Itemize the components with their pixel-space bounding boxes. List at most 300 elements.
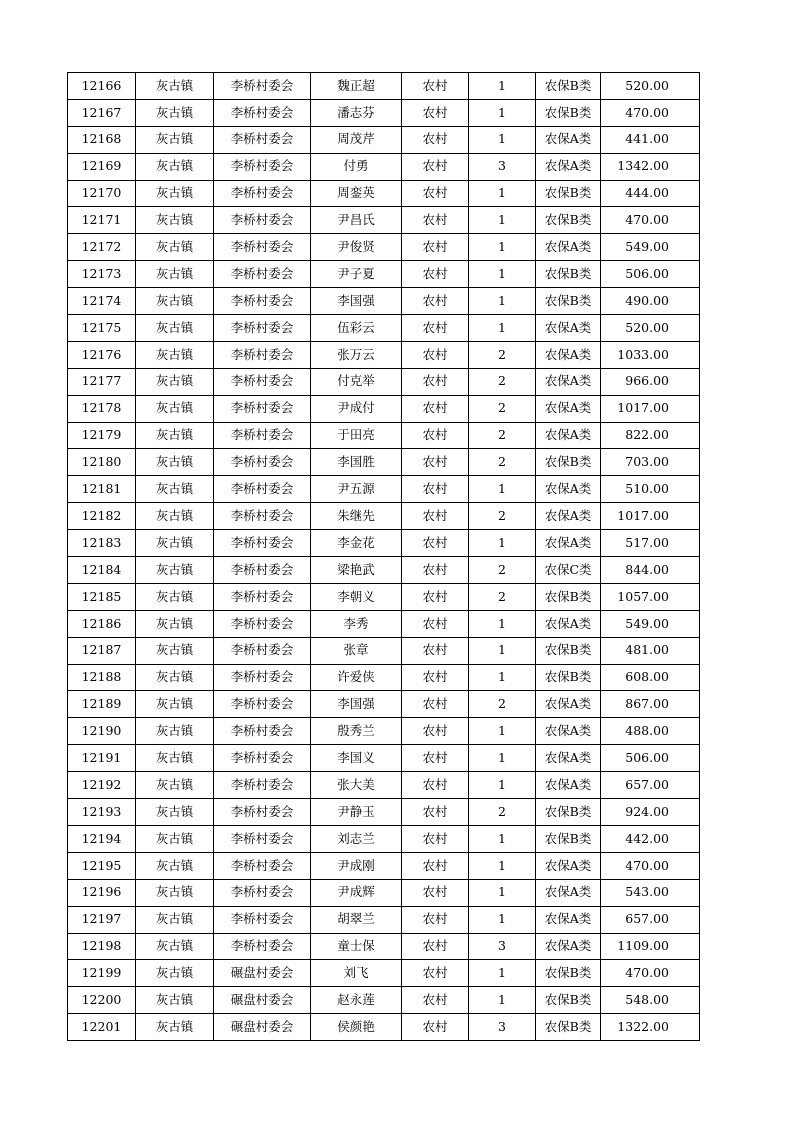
area-type-cell: 农村 (402, 126, 469, 153)
serial-cell: 12198 (68, 933, 136, 960)
table-row (68, 368, 700, 395)
table-row (68, 126, 700, 153)
amount-cell: 506.00 (601, 745, 700, 772)
town-cell: 灰古镇 (136, 449, 214, 476)
serial-cell: 12183 (68, 530, 136, 557)
town-cell: 灰古镇 (136, 557, 214, 584)
table-row (68, 99, 700, 126)
count-cell: 1 (469, 530, 536, 557)
amount-cell: 470.00 (601, 99, 700, 126)
committee-cell: 李桥村委会 (214, 664, 311, 691)
table-row (68, 960, 700, 987)
town-cell: 灰古镇 (136, 341, 214, 368)
category-cell: 农保B类 (536, 987, 601, 1014)
committee-cell: 李桥村委会 (214, 449, 311, 476)
serial-cell: 12175 (68, 315, 136, 342)
serial-cell: 12169 (68, 153, 136, 180)
serial-cell: 12200 (68, 987, 136, 1014)
committee-cell: 李桥村委会 (214, 234, 311, 261)
amount-cell: 1017.00 (601, 503, 700, 530)
committee-cell: 李桥村委会 (214, 583, 311, 610)
area-type-cell: 农村 (402, 610, 469, 637)
count-cell: 3 (469, 1014, 536, 1041)
count-cell: 2 (469, 341, 536, 368)
amount-cell: 657.00 (601, 772, 700, 799)
committee-cell: 李桥村委会 (214, 503, 311, 530)
name-cell: 李国胜 (311, 449, 402, 476)
category-cell: 农保A类 (536, 315, 601, 342)
category-cell: 农保B类 (536, 73, 601, 100)
count-cell: 2 (469, 799, 536, 826)
table-row (68, 691, 700, 718)
category-cell: 农保B类 (536, 583, 601, 610)
count-cell: 1 (469, 180, 536, 207)
name-cell: 尹成付 (311, 395, 402, 422)
area-type-cell: 农村 (402, 799, 469, 826)
area-type-cell: 农村 (402, 583, 469, 610)
count-cell: 2 (469, 691, 536, 718)
amount-cell: 1033.00 (601, 341, 700, 368)
category-cell: 农保B类 (536, 799, 601, 826)
committee-cell: 李桥村委会 (214, 99, 311, 126)
area-type-cell: 农村 (402, 691, 469, 718)
committee-cell: 碾盘村委会 (214, 1014, 311, 1041)
area-type-cell: 农村 (402, 422, 469, 449)
count-cell: 1 (469, 288, 536, 315)
amount-cell: 442.00 (601, 825, 700, 852)
count-cell: 1 (469, 637, 536, 664)
committee-cell: 李桥村委会 (214, 207, 311, 234)
amount-cell: 520.00 (601, 315, 700, 342)
category-cell: 农保A类 (536, 879, 601, 906)
count-cell: 1 (469, 879, 536, 906)
town-cell: 灰古镇 (136, 906, 214, 933)
table-row (68, 745, 700, 772)
serial-cell: 12177 (68, 368, 136, 395)
town-cell: 灰古镇 (136, 234, 214, 261)
committee-cell: 碾盘村委会 (214, 960, 311, 987)
area-type-cell: 农村 (402, 960, 469, 987)
area-type-cell: 农村 (402, 825, 469, 852)
category-cell: 农保A类 (536, 906, 601, 933)
table-row (68, 288, 700, 315)
area-type-cell: 农村 (402, 637, 469, 664)
town-cell: 灰古镇 (136, 799, 214, 826)
committee-cell: 李桥村委会 (214, 825, 311, 852)
serial-cell: 12195 (68, 852, 136, 879)
name-cell: 潘志芬 (311, 99, 402, 126)
name-cell: 赵永莲 (311, 987, 402, 1014)
name-cell: 李国强 (311, 288, 402, 315)
count-cell: 1 (469, 852, 536, 879)
category-cell: 农保A类 (536, 691, 601, 718)
serial-cell: 12167 (68, 99, 136, 126)
committee-cell: 李桥村委会 (214, 422, 311, 449)
serial-cell: 12194 (68, 825, 136, 852)
count-cell: 2 (469, 449, 536, 476)
table-row (68, 825, 700, 852)
committee-cell: 李桥村委会 (214, 906, 311, 933)
table-row (68, 583, 700, 610)
category-cell: 农保B类 (536, 637, 601, 664)
category-cell: 农保B类 (536, 960, 601, 987)
category-cell: 农保A类 (536, 476, 601, 503)
category-cell: 农保A类 (536, 234, 601, 261)
area-type-cell: 农村 (402, 341, 469, 368)
area-type-cell: 农村 (402, 879, 469, 906)
town-cell: 灰古镇 (136, 960, 214, 987)
committee-cell: 李桥村委会 (214, 395, 311, 422)
amount-cell: 488.00 (601, 718, 700, 745)
count-cell: 1 (469, 987, 536, 1014)
town-cell: 灰古镇 (136, 476, 214, 503)
serial-cell: 12187 (68, 637, 136, 664)
amount-cell: 549.00 (601, 234, 700, 261)
category-cell: 农保B类 (536, 1014, 601, 1041)
name-cell: 周銮英 (311, 180, 402, 207)
table-row (68, 207, 700, 234)
name-cell: 张章 (311, 637, 402, 664)
amount-cell: 549.00 (601, 610, 700, 637)
committee-cell: 李桥村委会 (214, 879, 311, 906)
amount-cell: 608.00 (601, 664, 700, 691)
town-cell: 灰古镇 (136, 637, 214, 664)
table-row (68, 879, 700, 906)
count-cell: 1 (469, 207, 536, 234)
committee-cell: 李桥村委会 (214, 180, 311, 207)
category-cell: 农保B类 (536, 180, 601, 207)
area-type-cell: 农村 (402, 153, 469, 180)
area-type-cell: 农村 (402, 234, 469, 261)
amount-cell: 657.00 (601, 906, 700, 933)
town-cell: 灰古镇 (136, 288, 214, 315)
serial-cell: 12189 (68, 691, 136, 718)
area-type-cell: 农村 (402, 476, 469, 503)
committee-cell: 李桥村委会 (214, 610, 311, 637)
town-cell: 灰古镇 (136, 691, 214, 718)
table-row (68, 637, 700, 664)
area-type-cell: 农村 (402, 315, 469, 342)
serial-cell: 12184 (68, 557, 136, 584)
count-cell: 1 (469, 234, 536, 261)
town-cell: 灰古镇 (136, 153, 214, 180)
table-row (68, 718, 700, 745)
town-cell: 灰古镇 (136, 610, 214, 637)
table-row (68, 261, 700, 288)
town-cell: 灰古镇 (136, 772, 214, 799)
amount-cell: 966.00 (601, 368, 700, 395)
table-row (68, 395, 700, 422)
amount-cell: 520.00 (601, 73, 700, 100)
committee-cell: 李桥村委会 (214, 341, 311, 368)
town-cell: 灰古镇 (136, 73, 214, 100)
serial-cell: 12166 (68, 73, 136, 100)
amount-cell: 470.00 (601, 852, 700, 879)
area-type-cell: 农村 (402, 664, 469, 691)
committee-cell: 李桥村委会 (214, 530, 311, 557)
category-cell: 农保A类 (536, 530, 601, 557)
count-cell: 2 (469, 395, 536, 422)
amount-cell: 470.00 (601, 207, 700, 234)
serial-cell: 12180 (68, 449, 136, 476)
count-cell: 2 (469, 368, 536, 395)
town-cell: 灰古镇 (136, 745, 214, 772)
count-cell: 1 (469, 99, 536, 126)
name-cell: 李秀 (311, 610, 402, 637)
amount-cell: 1057.00 (601, 583, 700, 610)
name-cell: 付勇 (311, 153, 402, 180)
town-cell: 灰古镇 (136, 933, 214, 960)
count-cell: 2 (469, 583, 536, 610)
count-cell: 1 (469, 73, 536, 100)
town-cell: 灰古镇 (136, 503, 214, 530)
name-cell: 尹五源 (311, 476, 402, 503)
town-cell: 灰古镇 (136, 395, 214, 422)
table-row (68, 73, 700, 100)
count-cell: 1 (469, 718, 536, 745)
name-cell: 尹俊贤 (311, 234, 402, 261)
town-cell: 灰古镇 (136, 180, 214, 207)
area-type-cell: 农村 (402, 745, 469, 772)
amount-cell: 470.00 (601, 960, 700, 987)
committee-cell: 李桥村委会 (214, 476, 311, 503)
name-cell: 魏正超 (311, 73, 402, 100)
amount-cell: 1322.00 (601, 1014, 700, 1041)
town-cell: 灰古镇 (136, 583, 214, 610)
serial-cell: 12168 (68, 126, 136, 153)
serial-cell: 12191 (68, 745, 136, 772)
serial-cell: 12199 (68, 960, 136, 987)
category-cell: 农保A类 (536, 933, 601, 960)
serial-cell: 12172 (68, 234, 136, 261)
category-cell: 农保A类 (536, 153, 601, 180)
category-cell: 农保B类 (536, 261, 601, 288)
count-cell: 1 (469, 825, 536, 852)
category-cell: 农保A类 (536, 745, 601, 772)
area-type-cell: 农村 (402, 368, 469, 395)
name-cell: 李国强 (311, 691, 402, 718)
table-row (68, 852, 700, 879)
serial-cell: 12170 (68, 180, 136, 207)
town-cell: 灰古镇 (136, 879, 214, 906)
area-type-cell: 农村 (402, 180, 469, 207)
name-cell: 朱继先 (311, 503, 402, 530)
name-cell: 张大美 (311, 772, 402, 799)
table-row (68, 799, 700, 826)
serial-cell: 12193 (68, 799, 136, 826)
count-cell: 1 (469, 745, 536, 772)
name-cell: 尹成辉 (311, 879, 402, 906)
area-type-cell: 农村 (402, 503, 469, 530)
serial-cell: 12186 (68, 610, 136, 637)
name-cell: 张万云 (311, 341, 402, 368)
name-cell: 尹成刚 (311, 852, 402, 879)
table-row (68, 503, 700, 530)
count-cell: 1 (469, 960, 536, 987)
name-cell: 尹静玉 (311, 799, 402, 826)
committee-cell: 李桥村委会 (214, 153, 311, 180)
town-cell: 灰古镇 (136, 664, 214, 691)
roster-body (68, 73, 700, 1041)
town-cell: 灰古镇 (136, 99, 214, 126)
count-cell: 1 (469, 664, 536, 691)
serial-cell: 12179 (68, 422, 136, 449)
area-type-cell: 农村 (402, 987, 469, 1014)
amount-cell: 867.00 (601, 691, 700, 718)
serial-cell: 12176 (68, 341, 136, 368)
serial-cell: 12178 (68, 395, 136, 422)
town-cell: 灰古镇 (136, 852, 214, 879)
committee-cell: 李桥村委会 (214, 718, 311, 745)
town-cell: 灰古镇 (136, 718, 214, 745)
serial-cell: 12174 (68, 288, 136, 315)
count-cell: 3 (469, 933, 536, 960)
area-type-cell: 农村 (402, 395, 469, 422)
amount-cell: 1109.00 (601, 933, 700, 960)
table-row (68, 987, 700, 1014)
count-cell: 1 (469, 610, 536, 637)
count-cell: 1 (469, 126, 536, 153)
count-cell: 3 (469, 153, 536, 180)
category-cell: 农保A类 (536, 341, 601, 368)
committee-cell: 李桥村委会 (214, 637, 311, 664)
area-type-cell: 农村 (402, 530, 469, 557)
town-cell: 灰古镇 (136, 207, 214, 234)
table-row (68, 933, 700, 960)
area-type-cell: 农村 (402, 99, 469, 126)
category-cell: 农保A类 (536, 772, 601, 799)
serial-cell: 12196 (68, 879, 136, 906)
area-type-cell: 农村 (402, 906, 469, 933)
table-row (68, 234, 700, 261)
committee-cell: 李桥村委会 (214, 745, 311, 772)
amount-cell: 510.00 (601, 476, 700, 503)
amount-cell: 506.00 (601, 261, 700, 288)
category-cell: 农保B类 (536, 664, 601, 691)
committee-cell: 李桥村委会 (214, 261, 311, 288)
area-type-cell: 农村 (402, 852, 469, 879)
amount-cell: 703.00 (601, 449, 700, 476)
name-cell: 梁艳武 (311, 557, 402, 584)
amount-cell: 924.00 (601, 799, 700, 826)
category-cell: 农保B类 (536, 207, 601, 234)
amount-cell: 1342.00 (601, 153, 700, 180)
count-cell: 1 (469, 906, 536, 933)
area-type-cell: 农村 (402, 288, 469, 315)
committee-cell: 李桥村委会 (214, 852, 311, 879)
serial-cell: 12188 (68, 664, 136, 691)
town-cell: 灰古镇 (136, 422, 214, 449)
area-type-cell: 农村 (402, 207, 469, 234)
amount-cell: 490.00 (601, 288, 700, 315)
amount-cell: 844.00 (601, 557, 700, 584)
amount-cell: 444.00 (601, 180, 700, 207)
serial-cell: 12182 (68, 503, 136, 530)
area-type-cell: 农村 (402, 73, 469, 100)
town-cell: 灰古镇 (136, 315, 214, 342)
table-row (68, 557, 700, 584)
name-cell: 周茂芹 (311, 126, 402, 153)
table-row (68, 153, 700, 180)
area-type-cell: 农村 (402, 772, 469, 799)
committee-cell: 李桥村委会 (214, 557, 311, 584)
table-row (68, 664, 700, 691)
count-cell: 2 (469, 557, 536, 584)
category-cell: 农保B类 (536, 99, 601, 126)
committee-cell: 李桥村委会 (214, 368, 311, 395)
table-row (68, 476, 700, 503)
name-cell: 李金花 (311, 530, 402, 557)
table-row (68, 772, 700, 799)
amount-cell: 543.00 (601, 879, 700, 906)
count-cell: 1 (469, 261, 536, 288)
name-cell: 尹昌氏 (311, 207, 402, 234)
town-cell: 灰古镇 (136, 987, 214, 1014)
category-cell: 农保C类 (536, 557, 601, 584)
name-cell: 于田亮 (311, 422, 402, 449)
table-row (68, 315, 700, 342)
table-row (68, 530, 700, 557)
table-row (68, 906, 700, 933)
table-row (68, 449, 700, 476)
committee-cell: 李桥村委会 (214, 933, 311, 960)
table-row (68, 341, 700, 368)
serial-cell: 12190 (68, 718, 136, 745)
table-row (68, 180, 700, 207)
serial-cell: 12173 (68, 261, 136, 288)
name-cell: 李国义 (311, 745, 402, 772)
serial-cell: 12181 (68, 476, 136, 503)
committee-cell: 李桥村委会 (214, 799, 311, 826)
table-row (68, 610, 700, 637)
area-type-cell: 农村 (402, 261, 469, 288)
name-cell: 伍彩云 (311, 315, 402, 342)
count-cell: 1 (469, 772, 536, 799)
category-cell: 农保A类 (536, 368, 601, 395)
category-cell: 农保A类 (536, 852, 601, 879)
count-cell: 2 (469, 503, 536, 530)
table-row (68, 422, 700, 449)
category-cell: 农保B类 (536, 288, 601, 315)
amount-cell: 822.00 (601, 422, 700, 449)
name-cell: 许爱侠 (311, 664, 402, 691)
count-cell: 1 (469, 315, 536, 342)
area-type-cell: 农村 (402, 933, 469, 960)
committee-cell: 李桥村委会 (214, 315, 311, 342)
amount-cell: 517.00 (601, 530, 700, 557)
count-cell: 2 (469, 422, 536, 449)
committee-cell: 碾盘村委会 (214, 987, 311, 1014)
name-cell: 刘飞 (311, 960, 402, 987)
category-cell: 农保B类 (536, 449, 601, 476)
committee-cell: 李桥村委会 (214, 126, 311, 153)
category-cell: 农保A类 (536, 610, 601, 637)
name-cell: 刘志兰 (311, 825, 402, 852)
category-cell: 农保A类 (536, 503, 601, 530)
name-cell: 殷秀兰 (311, 718, 402, 745)
roster-table (67, 72, 700, 1041)
committee-cell: 李桥村委会 (214, 772, 311, 799)
name-cell: 尹子夏 (311, 261, 402, 288)
town-cell: 灰古镇 (136, 368, 214, 395)
table-row (68, 1014, 700, 1041)
amount-cell: 548.00 (601, 987, 700, 1014)
category-cell: 农保A类 (536, 422, 601, 449)
serial-cell: 12185 (68, 583, 136, 610)
town-cell: 灰古镇 (136, 530, 214, 557)
area-type-cell: 农村 (402, 557, 469, 584)
count-cell: 1 (469, 476, 536, 503)
